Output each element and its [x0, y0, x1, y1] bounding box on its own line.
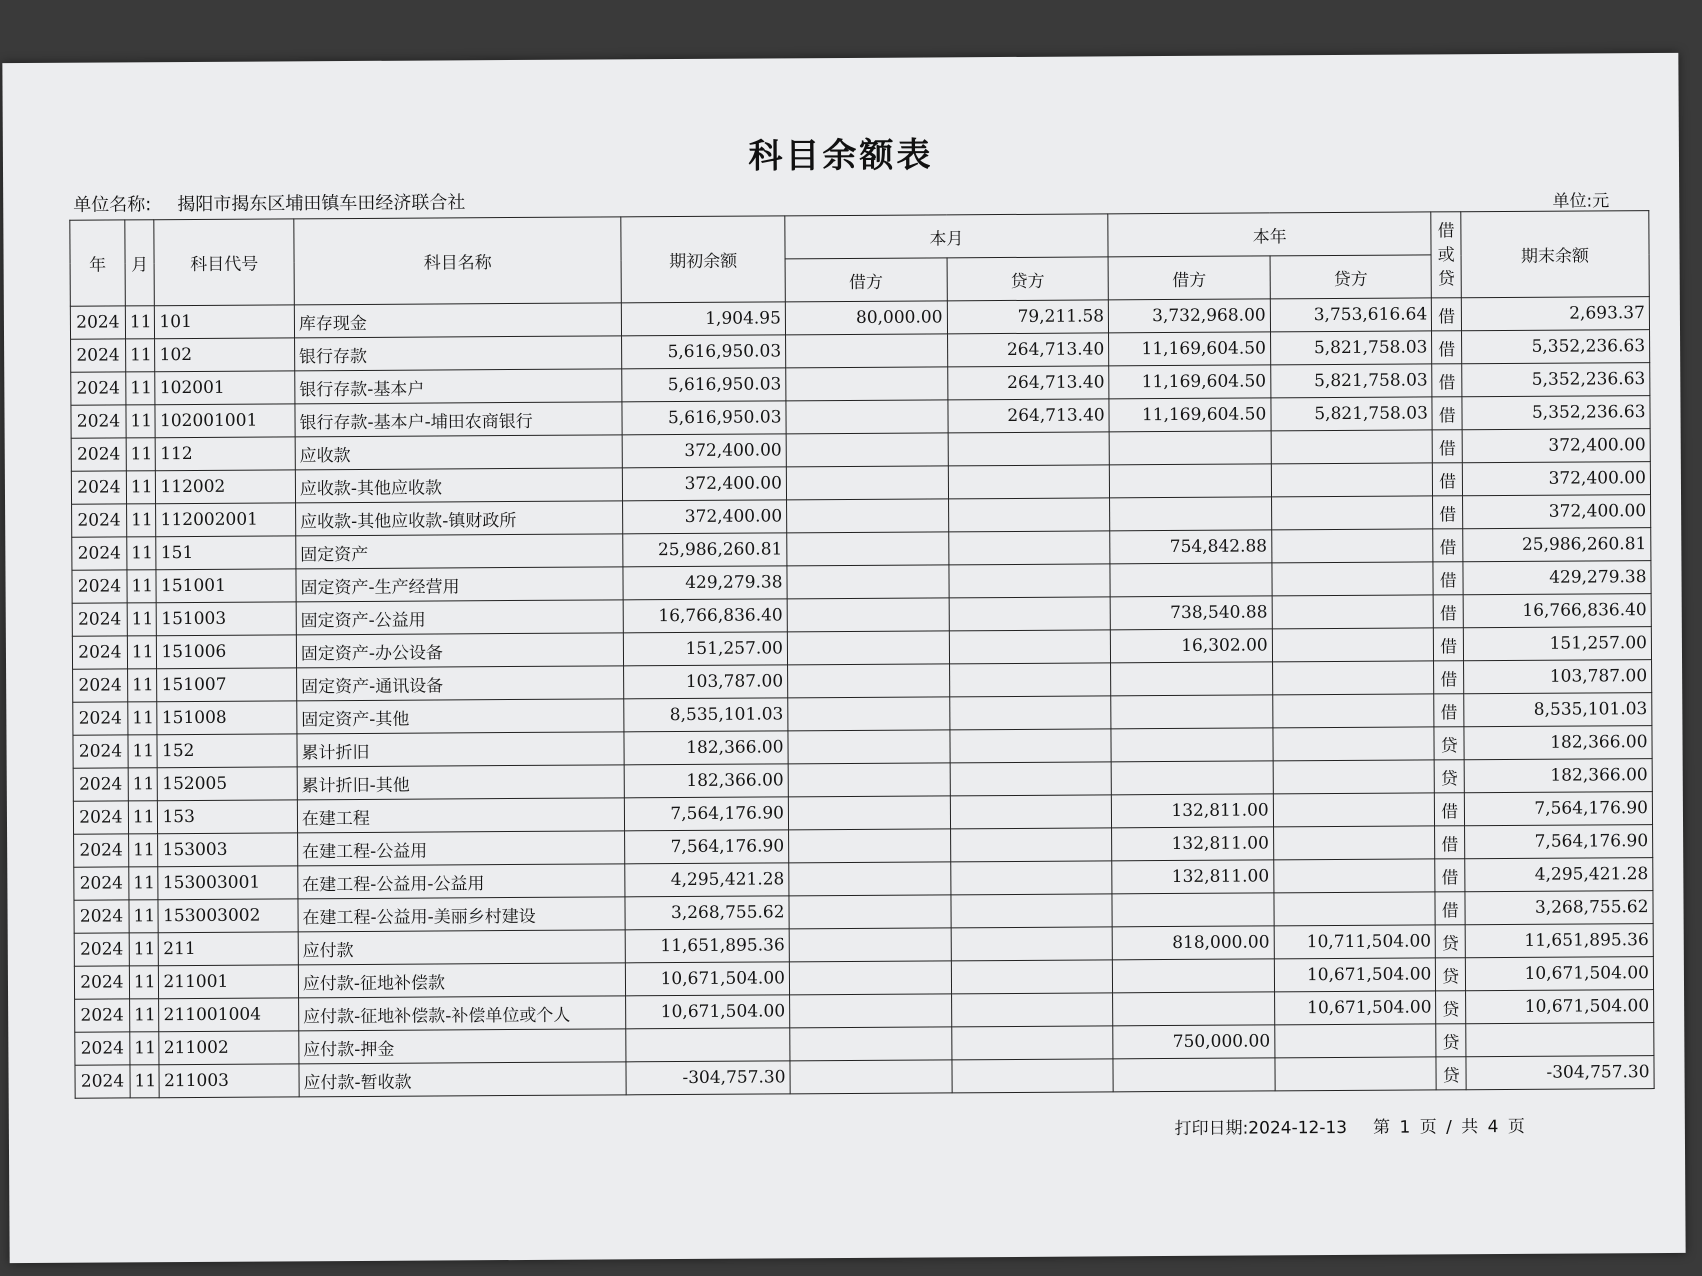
cell-month: 11 — [127, 537, 157, 570]
col-direction-header: 借或贷 — [1431, 212, 1461, 298]
cell-month: 11 — [129, 966, 159, 999]
cell-month-debit — [787, 598, 949, 632]
cell-month-credit — [950, 828, 1112, 862]
col-year-credit-header: 贷方 — [1270, 255, 1432, 299]
cell-year: 2024 — [73, 735, 128, 768]
cell-month-credit: 264,713.40 — [947, 333, 1109, 367]
cell-name: 银行存款-基本户 — [295, 369, 623, 404]
unit-name-value: 揭阳市揭东区埔田镇车田经济联合社 — [177, 192, 466, 216]
cell-opening: 372,400.00 — [622, 434, 786, 468]
cell-direction: 借 — [1433, 496, 1463, 529]
cell-month-credit — [948, 531, 1110, 565]
col-name-header: 科目名称 — [294, 217, 622, 305]
cell-month-credit — [948, 465, 1110, 499]
cell-opening: 8,535,101.03 — [624, 698, 788, 732]
cell-opening: 7,564,176.90 — [625, 830, 789, 864]
cell-opening: 1,904.95 — [622, 302, 786, 336]
cell-code: 112 — [156, 437, 296, 471]
cell-opening: 4,295,421.28 — [625, 863, 789, 897]
cell-month-debit — [788, 730, 950, 764]
cell-opening: 25,986,260.81 — [623, 533, 787, 567]
cell-month-debit — [789, 862, 951, 896]
cell-code: 151003 — [157, 602, 297, 636]
cell-name: 累计折旧 — [297, 732, 625, 767]
cell-month-credit — [949, 663, 1111, 697]
col-year-header: 年 — [70, 220, 125, 306]
cell-year-credit — [1271, 463, 1433, 497]
cell-month: 11 — [127, 636, 157, 669]
cell-month-debit — [790, 1060, 952, 1094]
cell-year-credit: 10,711,504.00 — [1274, 925, 1436, 959]
cell-year-debit — [1110, 497, 1272, 531]
cell-year-credit — [1273, 727, 1435, 761]
cell-closing: 372,400.00 — [1462, 429, 1650, 463]
cell-month: 11 — [128, 768, 158, 801]
cell-name: 固定资产-生产经营用 — [296, 567, 624, 602]
cell-code: 151007 — [157, 668, 297, 702]
cell-year-debit — [1113, 1058, 1275, 1092]
cell-month: 11 — [129, 933, 159, 966]
cell-year-debit — [1111, 761, 1273, 795]
col-opening-header: 期初余额 — [621, 216, 785, 303]
col-year-debit-header: 借方 — [1108, 256, 1270, 300]
cell-year-credit — [1272, 595, 1434, 629]
cell-month: 11 — [129, 867, 159, 900]
cell-direction: 借 — [1433, 463, 1463, 496]
cell-name: 银行存款 — [294, 336, 622, 371]
cell-year-debit — [1111, 695, 1273, 729]
cell-year-credit — [1272, 661, 1434, 695]
table-body — [70, 297, 1654, 1099]
cell-code: 211001 — [159, 965, 299, 999]
cell-month-debit — [787, 532, 949, 566]
cell-direction: 贷 — [1436, 958, 1466, 991]
col-code-header: 科目代号 — [154, 219, 294, 306]
cell-month-debit — [789, 895, 951, 929]
cell-code: 153003 — [158, 833, 298, 867]
cell-direction: 借 — [1435, 859, 1465, 892]
cell-closing: 7,564,176.90 — [1464, 792, 1652, 826]
cell-year: 2024 — [75, 1032, 130, 1065]
col-month-debit-header: 借方 — [785, 258, 947, 302]
cell-opening: 10,671,504.00 — [626, 995, 790, 1029]
cell-year-credit — [1272, 694, 1434, 728]
cell-closing: 182,366.00 — [1464, 726, 1652, 760]
cell-year: 2024 — [73, 768, 128, 801]
cell-month-debit — [788, 763, 950, 797]
cell-year: 2024 — [75, 999, 130, 1032]
cell-month-credit: 79,211.58 — [947, 300, 1109, 334]
cell-year-credit: 5,821,758.03 — [1271, 397, 1433, 431]
cell-name: 应收款-其他应收款-镇财政所 — [295, 501, 623, 536]
cell-opening: 10,671,504.00 — [626, 962, 790, 996]
cell-month-credit — [950, 795, 1112, 829]
cell-name: 应付款 — [298, 930, 626, 965]
cell-month-debit — [788, 664, 950, 698]
cell-month-debit — [787, 499, 949, 533]
cell-month: 11 — [126, 405, 156, 438]
cell-opening: 3,268,755.62 — [625, 896, 789, 930]
cell-opening: 151,257.00 — [624, 632, 788, 666]
cell-year: 2024 — [74, 834, 129, 867]
cell-year: 2024 — [74, 867, 129, 900]
cell-year-credit — [1272, 628, 1434, 662]
report-title: 科目余额表 — [748, 135, 934, 177]
cell-month-debit — [786, 433, 948, 467]
cell-year: 2024 — [71, 339, 126, 372]
cell-closing: 11,651,895.36 — [1465, 924, 1653, 958]
cell-month: 11 — [130, 1065, 160, 1098]
cell-name: 在建工程-公益用 — [297, 831, 625, 866]
cell-year: 2024 — [71, 372, 126, 405]
cell-code: 151006 — [157, 635, 297, 669]
cell-month-debit — [789, 928, 951, 962]
cell-year: 2024 — [71, 438, 126, 471]
cell-direction: 借 — [1435, 826, 1465, 859]
cell-year-credit — [1273, 793, 1435, 827]
cell-month-credit — [949, 630, 1111, 664]
cell-name: 在建工程-公益用-美丽乡村建设 — [298, 897, 626, 932]
cell-year: 2024 — [72, 570, 127, 603]
cell-year-debit — [1113, 992, 1275, 1026]
cell-year-debit — [1109, 431, 1271, 465]
cell-direction: 借 — [1432, 430, 1462, 463]
cell-year-debit: 132,811.00 — [1112, 794, 1274, 828]
cell-closing: 151,257.00 — [1463, 627, 1651, 661]
cell-month-debit — [790, 1027, 952, 1061]
cell-closing: 429,279.38 — [1463, 561, 1651, 595]
cell-code: 151001 — [156, 569, 296, 603]
col-month-header: 月 — [125, 220, 155, 306]
cell-year: 2024 — [74, 933, 129, 966]
cell-year-debit: 750,000.00 — [1113, 1025, 1275, 1059]
cell-year-credit: 5,821,758.03 — [1270, 331, 1432, 365]
cell-direction: 借 — [1433, 562, 1463, 595]
cell-code: 152005 — [158, 767, 298, 801]
cell-name: 累计折旧-其他 — [297, 765, 625, 800]
cell-month-credit — [949, 597, 1111, 631]
cell-year: 2024 — [73, 702, 128, 735]
cell-name: 应付款-征地补偿款 — [298, 963, 626, 998]
cell-year: 2024 — [74, 966, 129, 999]
cell-month-credit — [952, 1059, 1114, 1093]
cell-year-credit: 5,821,758.03 — [1270, 364, 1432, 398]
cell-opening: 16,766,836.40 — [623, 599, 787, 633]
cell-year: 2024 — [72, 636, 127, 669]
cell-month-debit — [787, 631, 949, 665]
currency-unit: 单位:元 — [1552, 191, 1610, 212]
cell-closing: 25,986,260.81 — [1463, 528, 1651, 562]
col-this-year-header: 本年 — [1108, 212, 1431, 257]
cell-name: 在建工程 — [297, 798, 625, 833]
balance-table — [69, 210, 1654, 1099]
cell-month: 11 — [125, 306, 155, 339]
cell-month-debit — [788, 796, 950, 830]
cell-code: 152 — [157, 734, 297, 768]
cell-month: 11 — [129, 900, 159, 933]
cell-month: 11 — [128, 801, 158, 834]
cell-month: 11 — [127, 570, 157, 603]
cell-opening: -304,757.30 — [626, 1061, 790, 1095]
cell-month-credit — [951, 1026, 1113, 1060]
cell-month-debit — [786, 367, 948, 401]
cell-month-debit: 80,000.00 — [785, 301, 947, 335]
cell-year-debit — [1113, 959, 1275, 993]
cell-opening: 372,400.00 — [623, 467, 787, 501]
cell-direction: 贷 — [1436, 1057, 1466, 1090]
footer — [1148, 1112, 1524, 1139]
cell-direction: 借 — [1433, 595, 1463, 628]
cell-year-debit — [1111, 662, 1273, 696]
cell-direction: 借 — [1434, 661, 1464, 694]
cell-year: 2024 — [73, 801, 128, 834]
cell-direction: 贷 — [1434, 760, 1464, 793]
cell-direction: 借 — [1435, 892, 1465, 925]
cell-name: 应付款-征地补偿款-补偿单位或个人 — [298, 996, 626, 1031]
cell-year-debit: 3,732,968.00 — [1108, 299, 1270, 333]
cell-month-credit — [950, 729, 1112, 763]
cell-year: 2024 — [71, 405, 126, 438]
cell-opening: 429,279.38 — [623, 566, 787, 600]
cell-year-debit — [1112, 893, 1274, 927]
cell-month: 11 — [128, 735, 158, 768]
cell-closing: 103,787.00 — [1463, 660, 1651, 694]
cell-year-credit: 10,671,504.00 — [1274, 958, 1436, 992]
print-date: 打印日期:2024-12-13 — [1174, 1117, 1348, 1139]
cell-closing: -304,757.30 — [1466, 1056, 1654, 1090]
cell-code: 211001004 — [159, 998, 299, 1032]
cell-closing — [1466, 1023, 1654, 1057]
cell-direction: 贷 — [1436, 991, 1466, 1024]
cell-code: 153003001 — [158, 866, 298, 900]
cell-year-credit — [1275, 1057, 1437, 1091]
cell-direction: 借 — [1432, 364, 1462, 397]
cell-year-debit: 11,169,604.50 — [1109, 332, 1271, 366]
cell-year: 2024 — [72, 504, 127, 537]
cell-year: 2024 — [73, 669, 128, 702]
cell-year: 2024 — [74, 900, 129, 933]
cell-month: 11 — [125, 339, 155, 372]
cell-name: 银行存款-基本户-埔田农商银行 — [295, 402, 623, 437]
cell-month-credit — [948, 432, 1110, 466]
cell-year-debit: 818,000.00 — [1112, 926, 1274, 960]
cell-closing: 5,352,236.63 — [1461, 330, 1649, 364]
cell-year-credit — [1271, 430, 1433, 464]
cell-month: 11 — [129, 999, 159, 1032]
cell-direction: 借 — [1435, 793, 1465, 826]
cell-closing: 5,352,236.63 — [1462, 363, 1650, 397]
paper-sheet — [2, 53, 1685, 1263]
cell-code: 211003 — [159, 1064, 299, 1098]
cell-month-credit — [951, 960, 1113, 994]
cell-month-credit — [949, 564, 1111, 598]
cell-month-debit — [787, 565, 949, 599]
cell-opening: 5,616,950.03 — [622, 368, 786, 402]
cell-month-debit — [786, 334, 948, 368]
cell-opening: 182,366.00 — [624, 731, 788, 765]
cell-name: 固定资产-其他 — [297, 699, 625, 734]
cell-year-debit: 132,811.00 — [1112, 827, 1274, 861]
cell-month: 11 — [127, 669, 157, 702]
cell-name: 固定资产-办公设备 — [296, 633, 624, 668]
cell-opening — [626, 1028, 790, 1062]
cell-direction: 借 — [1434, 694, 1464, 727]
col-closing-header: 期末余额 — [1461, 211, 1650, 298]
cell-code: 112002001 — [156, 503, 296, 537]
cell-code: 102001 — [155, 371, 295, 405]
cell-closing: 8,535,101.03 — [1464, 693, 1652, 727]
cell-month-credit — [950, 762, 1112, 796]
cell-direction: 借 — [1434, 628, 1464, 661]
cell-direction: 借 — [1433, 529, 1463, 562]
cell-code: 211002 — [159, 1031, 299, 1065]
cell-code: 112002 — [156, 470, 296, 504]
cell-year-credit — [1271, 529, 1433, 563]
col-month-credit-header: 贷方 — [947, 257, 1109, 301]
cell-direction: 借 — [1432, 397, 1462, 430]
cell-year-debit: 738,540.88 — [1110, 596, 1272, 630]
cell-year-credit — [1274, 892, 1436, 926]
cell-year-credit — [1273, 826, 1435, 860]
cell-name: 应收款-其他应收款 — [295, 468, 623, 503]
cell-closing: 372,400.00 — [1462, 495, 1650, 529]
cell-direction: 贷 — [1434, 727, 1464, 760]
cell-month: 11 — [128, 702, 158, 735]
cell-name: 固定资产 — [296, 534, 624, 569]
cell-direction: 借 — [1432, 331, 1462, 364]
cell-year-credit: 10,671,504.00 — [1274, 991, 1436, 1025]
cell-opening: 372,400.00 — [623, 500, 787, 534]
cell-month: 11 — [127, 603, 157, 636]
cell-year-debit: 754,842.88 — [1110, 530, 1272, 564]
cell-opening: 5,616,950.03 — [622, 401, 786, 435]
cell-opening: 103,787.00 — [624, 665, 788, 699]
cell-year-credit — [1274, 859, 1436, 893]
cell-year-debit — [1109, 464, 1271, 498]
cell-code: 153 — [158, 800, 298, 834]
cell-direction: 借 — [1432, 298, 1462, 331]
cell-name: 固定资产-通讯设备 — [296, 666, 624, 701]
cell-code: 101 — [155, 305, 295, 339]
cell-code: 151008 — [157, 701, 297, 735]
cell-year-debit: 16,302.00 — [1111, 629, 1273, 663]
cell-year-credit — [1273, 760, 1435, 794]
cell-month-credit — [950, 861, 1112, 895]
cell-month-debit — [789, 961, 951, 995]
cell-code: 211 — [159, 932, 299, 966]
cell-year-debit — [1110, 563, 1272, 597]
cell-name: 应付款-押金 — [299, 1029, 627, 1064]
cell-month-credit — [949, 696, 1111, 730]
cell-closing: 10,671,504.00 — [1465, 957, 1653, 991]
cell-month-credit — [951, 927, 1113, 961]
cell-name: 库存现金 — [294, 303, 622, 338]
unit-name-label: 单位名称: — [73, 194, 152, 216]
cell-code: 102001001 — [155, 404, 295, 438]
cell-month-debit — [786, 400, 948, 434]
cell-year: 2024 — [71, 471, 126, 504]
cell-month-debit — [790, 994, 952, 1028]
cell-closing: 3,268,755.62 — [1465, 891, 1653, 925]
cell-month: 11 — [130, 1032, 160, 1065]
cell-opening: 5,616,950.03 — [622, 335, 786, 369]
cell-opening: 182,366.00 — [624, 764, 788, 798]
cell-year-credit: 3,753,616.64 — [1270, 298, 1432, 332]
cell-year: 2024 — [75, 1065, 130, 1098]
cell-opening: 7,564,176.90 — [625, 797, 789, 831]
cell-closing: 182,366.00 — [1464, 759, 1652, 793]
page-info: 第 1 页 / 共 4 页 — [1373, 1116, 1525, 1138]
cell-code: 102 — [155, 338, 295, 372]
cell-closing: 2,693.37 — [1461, 297, 1649, 331]
cell-code: 151 — [156, 536, 296, 570]
cell-name: 在建工程-公益用-公益用 — [298, 864, 626, 899]
cell-month: 11 — [126, 438, 156, 471]
cell-code: 153003002 — [158, 899, 298, 933]
cell-direction: 贷 — [1436, 1024, 1466, 1057]
cell-year-credit — [1271, 496, 1433, 530]
cell-month-credit — [951, 894, 1113, 928]
cell-year: 2024 — [72, 537, 127, 570]
cell-year-debit: 11,169,604.50 — [1109, 398, 1271, 432]
col-this-month-header: 本月 — [785, 214, 1108, 259]
cell-closing: 5,352,236.63 — [1462, 396, 1650, 430]
cell-month-debit — [789, 829, 951, 863]
cell-year: 2024 — [72, 603, 127, 636]
cell-year: 2024 — [70, 306, 125, 339]
cell-month-credit: 264,713.40 — [948, 399, 1110, 433]
cell-month: 11 — [126, 504, 156, 537]
cell-name: 固定资产-公益用 — [296, 600, 624, 635]
cell-year-credit — [1272, 562, 1434, 596]
cell-month-credit — [948, 498, 1110, 532]
cell-month-credit: 264,713.40 — [947, 366, 1109, 400]
cell-name: 应付款-暂收款 — [299, 1062, 627, 1097]
unit-name-line — [73, 188, 465, 216]
cell-closing: 16,766,836.40 — [1463, 594, 1651, 628]
cell-year-debit: 132,811.00 — [1112, 860, 1274, 894]
cell-month-debit — [786, 466, 948, 500]
cell-year-debit — [1111, 728, 1273, 762]
cell-closing: 372,400.00 — [1462, 462, 1650, 496]
cell-year-debit: 11,169,604.50 — [1109, 365, 1271, 399]
cell-month: 11 — [128, 834, 158, 867]
cell-closing: 7,564,176.90 — [1464, 825, 1652, 859]
cell-direction: 贷 — [1436, 925, 1466, 958]
cell-month: 11 — [126, 372, 156, 405]
cell-month: 11 — [126, 471, 156, 504]
cell-month-debit — [788, 697, 950, 731]
cell-name: 应收款 — [295, 435, 623, 470]
cell-month-credit — [951, 993, 1113, 1027]
cell-year-credit — [1275, 1024, 1437, 1058]
cell-opening: 11,651,895.36 — [625, 929, 789, 963]
cell-closing: 4,295,421.28 — [1465, 858, 1653, 892]
cell-closing: 10,671,504.00 — [1465, 990, 1653, 1024]
